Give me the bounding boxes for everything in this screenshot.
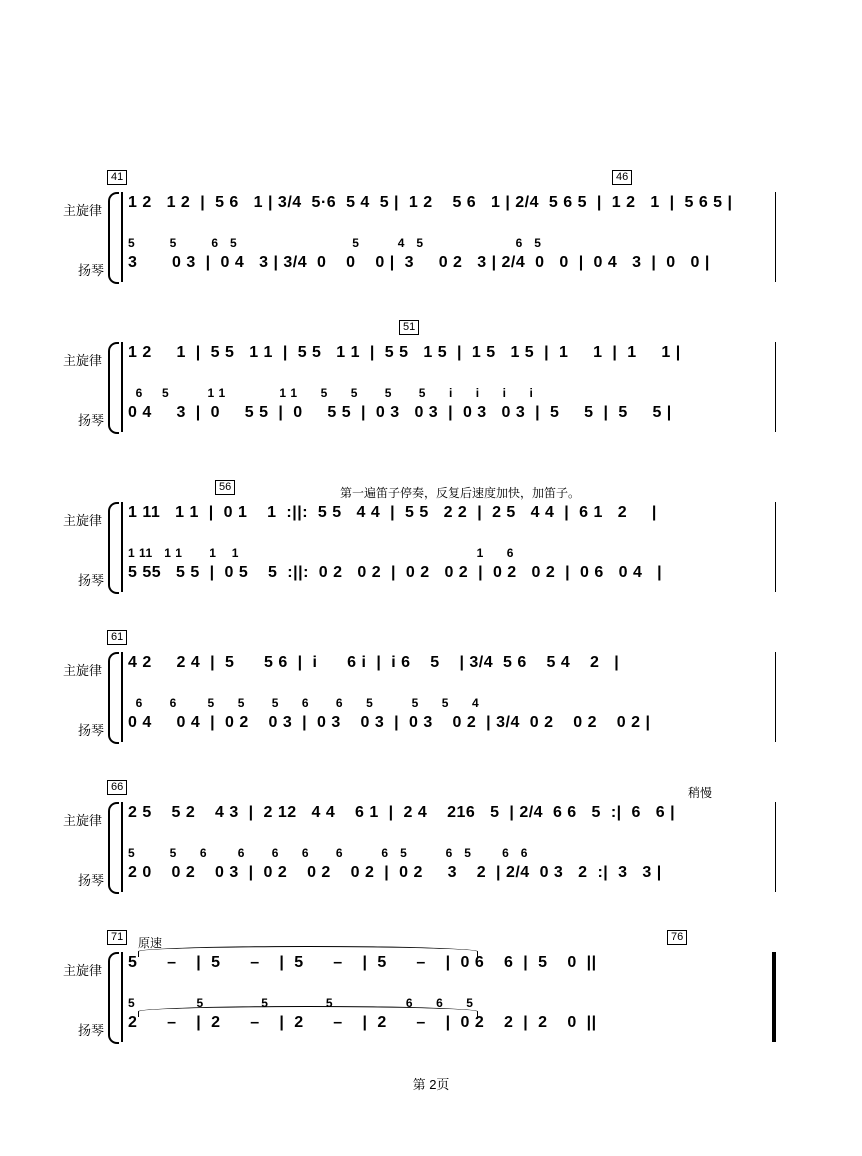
yangqin-row: 5 55 5 5 | 0 5 5 :||: 0 2 0 2 | 0 2 0 2 | 0 2 0 2 | 0 6 0 4 | xyxy=(128,564,663,581)
measure-number: 66 xyxy=(107,780,127,795)
melody-row: 1 11 1 1 | 0 1 1 :||: 5 5 4 4 | 5 5 2 2 | 2 5 4 4 | 6 1 2 | xyxy=(128,504,657,521)
yangqin-row: 2 0 0 2 0 3 | 0 2 0 2 0 2 | 0 2 3 2 | 2/4 0 3 2 :| 3 3 | xyxy=(128,864,662,881)
yangqin-row: 0 4 0 4 | 0 2 0 3 | 0 3 0 3 | 0 3 0 2 | 3/4 0 2 0 2 0 2 | xyxy=(128,714,651,731)
system-barline xyxy=(121,342,123,432)
measure-number: 76 xyxy=(667,930,687,945)
melody-label: 主旋律 xyxy=(63,513,103,528)
yangqin-label: 扬琴 xyxy=(78,573,105,588)
yangqin-row: 3 0 3 | 0 4 3 | 3/4 0 0 0 | 3 0 2 3 | 2/4 0 0 | 0 4 3 | 0 0 | xyxy=(128,254,710,271)
yangqin-label: 扬琴 xyxy=(78,723,105,738)
end-barline xyxy=(775,952,776,1042)
yangqin-upper-row: 5 5 6 6 6 6 6 6 5 6 5 6 6 xyxy=(128,846,528,860)
system-bracket xyxy=(108,192,119,284)
measure-number: 51 xyxy=(399,320,419,335)
score-system xyxy=(0,780,862,910)
melody-row: 1 2 1 2 | 5 6 1 | 3/4 5·6 5 4 5 | 1 2 5 6 1 | 2/4 5 6 5 | 1 2 1 | 5 6 5 | xyxy=(128,194,733,211)
end-barline xyxy=(775,502,776,592)
yangqin-upper-row: 5 5 6 5 5 4 5 6 5 xyxy=(128,236,542,250)
system-bracket xyxy=(108,952,119,1044)
yangqin-label: 扬琴 xyxy=(78,413,105,428)
measure-number: 41 xyxy=(107,170,127,185)
end-barline xyxy=(775,342,776,432)
system-bracket xyxy=(108,342,119,434)
system-barline xyxy=(121,802,123,892)
score-system xyxy=(0,930,862,1060)
yangqin-label: 扬琴 xyxy=(78,873,105,888)
performance-note: 原速 xyxy=(138,936,163,950)
melody-row: 5 – | 5 – | 5 – | 5 – | 0 6 6 | 5 0 || xyxy=(128,954,597,971)
tie-arc xyxy=(138,1006,478,1017)
score-system xyxy=(0,630,862,760)
end-barline xyxy=(775,652,776,742)
score-system xyxy=(0,320,862,450)
melody-label: 主旋律 xyxy=(63,353,103,368)
tie-arc xyxy=(138,946,478,957)
yangqin-upper-row: 5 5 5 5 6 6 5 xyxy=(128,996,474,1010)
yangqin-label: 扬琴 xyxy=(78,263,105,278)
system-bracket xyxy=(108,652,119,744)
score-system xyxy=(0,170,862,300)
melody-row: 4 2 2 4 | 5 5 6 | i 6 i | i 6 5 | 3/4 5 6 5 4 2 | xyxy=(128,654,620,671)
yangqin-label: 扬琴 xyxy=(78,1023,105,1038)
yangqin-row: 2 – | 2 – | 2 – | 2 – | 0 2 2 | 2 0 || xyxy=(128,1014,597,1031)
system-barline xyxy=(121,192,123,282)
yangqin-upper-row: 6 6 5 5 5 6 6 5 5 5 4 xyxy=(128,696,480,710)
yangqin-upper-row: 6 5 1 1 1 1 5 5 5 5 i i i i xyxy=(128,386,534,400)
end-barline xyxy=(775,802,776,892)
measure-number: 56 xyxy=(215,480,235,495)
melody-label: 主旋律 xyxy=(63,663,103,678)
system-bracket xyxy=(108,502,119,594)
melody-row: 1 2 1 | 5 5 1 1 | 5 5 1 1 | 5 5 1 5 | 1 5 1 5 | 1 1 | 1 1 | xyxy=(128,344,681,361)
measure-number: 46 xyxy=(612,170,632,185)
measure-number: 61 xyxy=(107,630,127,645)
melody-label: 主旋律 xyxy=(63,963,103,978)
yangqin-row: 0 4 3 | 0 5 5 | 0 5 5 | 0 3 0 3 | 0 3 0 3 | 5 5 | 5 5 | xyxy=(128,404,672,421)
system-barline xyxy=(121,652,123,742)
end-barline xyxy=(775,192,776,282)
system-barline xyxy=(121,502,123,592)
melody-row: 2 5 5 2 4 3 | 2 12 4 4 6 1 | 2 4 216 5 | 2/4 6 6 5 :| 6 6 | xyxy=(128,804,676,821)
performance-note: 第一遍笛子停奏，反复后速度加快，加笛子。 xyxy=(340,486,581,500)
page-number: 第 2页 xyxy=(412,1077,450,1092)
performance-note: 稍慢 xyxy=(688,786,713,800)
system-barline xyxy=(121,952,123,1042)
melody-label: 主旋律 xyxy=(63,203,103,218)
score-system xyxy=(0,480,862,610)
final-barline xyxy=(772,952,775,1042)
yangqin-upper-row: 1 11 1 1 1 1 1 6 xyxy=(128,546,514,560)
system-bracket xyxy=(108,802,119,894)
melody-label: 主旋律 xyxy=(63,813,103,828)
measure-number: 71 xyxy=(107,930,127,945)
